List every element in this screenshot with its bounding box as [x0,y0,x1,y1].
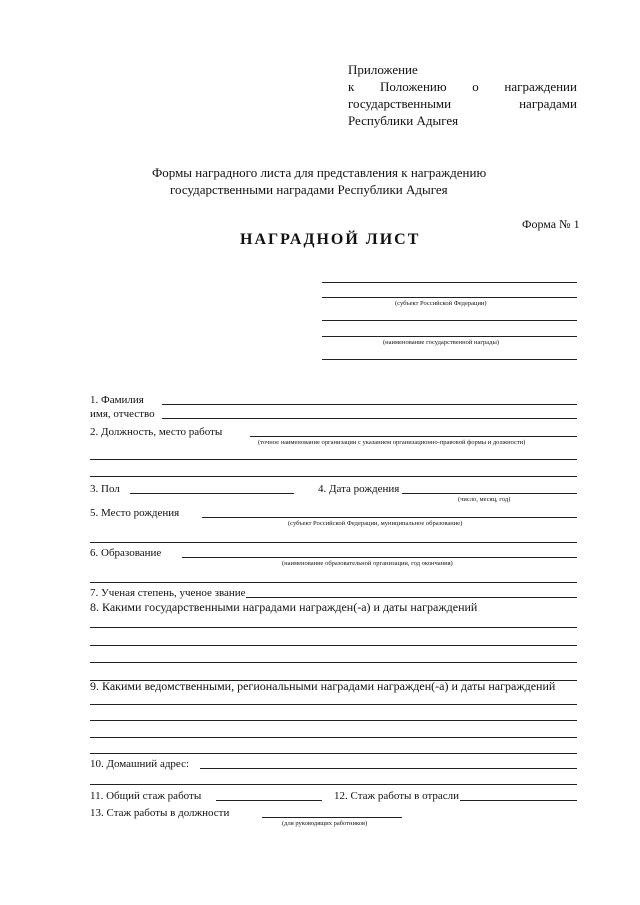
caption-subject: (субъект Российской Федерации) [395,300,487,307]
dept-awards-input-line[interactable] [90,720,577,721]
appendix-word: Положению [379,79,447,94]
field-education-label: 6. Образование [90,547,162,559]
appendix-word: награждении [504,79,577,94]
page-title: НАГРАДНОЙ ЛИСТ [240,231,421,248]
field-sex-label: 3. Пол [90,483,120,495]
caption-award-name: (наименование государственной награды) [383,339,500,346]
appendix-word: к [348,79,355,94]
state-awards-input-line[interactable] [90,645,577,646]
state-awards-input-line[interactable] [90,627,577,628]
caption-org: (точное наименование организации с указанием организационно-правовой формы и должности) [258,439,526,446]
rule [322,359,577,360]
dept-awards-input-line[interactable] [90,753,577,754]
address-input-line-2[interactable] [90,784,577,785]
birthplace-input-line-2[interactable] [90,542,577,543]
field-total-experience-label: 11. Общий стаж работы [90,790,202,802]
field-dept-awards-label: 9. Какими ведомственными, региональными наградами награжден(-а) и даты награждений [90,679,556,693]
appendix-word: наградами [519,96,577,111]
rule [322,320,577,321]
education-input-line[interactable] [182,557,577,558]
field-birthplace-label: 5. Место рождения [90,507,180,519]
appendix-line-2 [348,79,577,95]
position-input-line-2[interactable] [90,459,577,460]
field-birthdate-label: 4. Дата рождения [318,483,400,495]
field-industry-experience-label: 12. Стаж работы в отрасли [334,790,460,802]
heading-line-1: Формы наградного листа для представления к награждению [152,165,487,180]
position-input-line-3[interactable] [90,476,577,477]
caption-date: (число, месяц, год) [458,496,511,503]
form-number: Форма № 1 [522,217,580,231]
name-input-line[interactable] [162,418,577,419]
state-awards-input-line[interactable] [90,662,577,663]
award-name-input-line[interactable] [322,336,577,337]
degree-input-line[interactable] [246,597,577,598]
field-state-awards-label: 8. Какими государственными наградами награжден(-а) и даты награждений [90,600,478,614]
appendix-line-4: Республики Адыгея [348,113,459,128]
position-experience-input-line[interactable] [262,817,402,818]
appendix-word: о [472,79,479,94]
field-degree-label: 7. Ученая степень, ученое звание [90,587,246,599]
address-input-line[interactable] [200,768,577,769]
rule [322,282,577,283]
field-position-experience-label: 13. Стаж работы в должности [90,807,230,819]
surname-input-line[interactable] [162,404,577,405]
industry-experience-input-line[interactable] [460,800,577,801]
dept-awards-input-line[interactable] [90,737,577,738]
dept-awards-input-line[interactable] [90,704,577,705]
appendix-line-3 [348,96,577,112]
caption-education: (наименование образовательной организации, год окончания) [282,560,453,567]
field-surname-label: 1. Фамилия [90,394,144,406]
appendix-line-1: Приложение [348,62,418,77]
birthdate-input-line[interactable] [402,493,577,494]
birthplace-input-line[interactable] [202,517,577,518]
caption-birthplace: (субъект Российской Федерации, муниципальное образование) [288,520,463,527]
field-position-label: 2. Должность, место работы [90,426,223,438]
field-address-label: 10. Домашний адрес: [90,758,190,770]
subject-input-line[interactable] [322,297,577,298]
total-experience-input-line[interactable] [216,800,322,801]
position-input-line[interactable] [250,436,577,437]
appendix-word: государственными [348,96,452,111]
heading-line-2: государственными наградами Республики Адыгея [170,182,448,197]
field-name-label: имя, отчество [90,408,155,420]
education-input-line-2[interactable] [90,582,577,583]
caption-leaders: (для руководящих работников) [282,820,368,827]
sex-input-line[interactable] [130,493,294,494]
